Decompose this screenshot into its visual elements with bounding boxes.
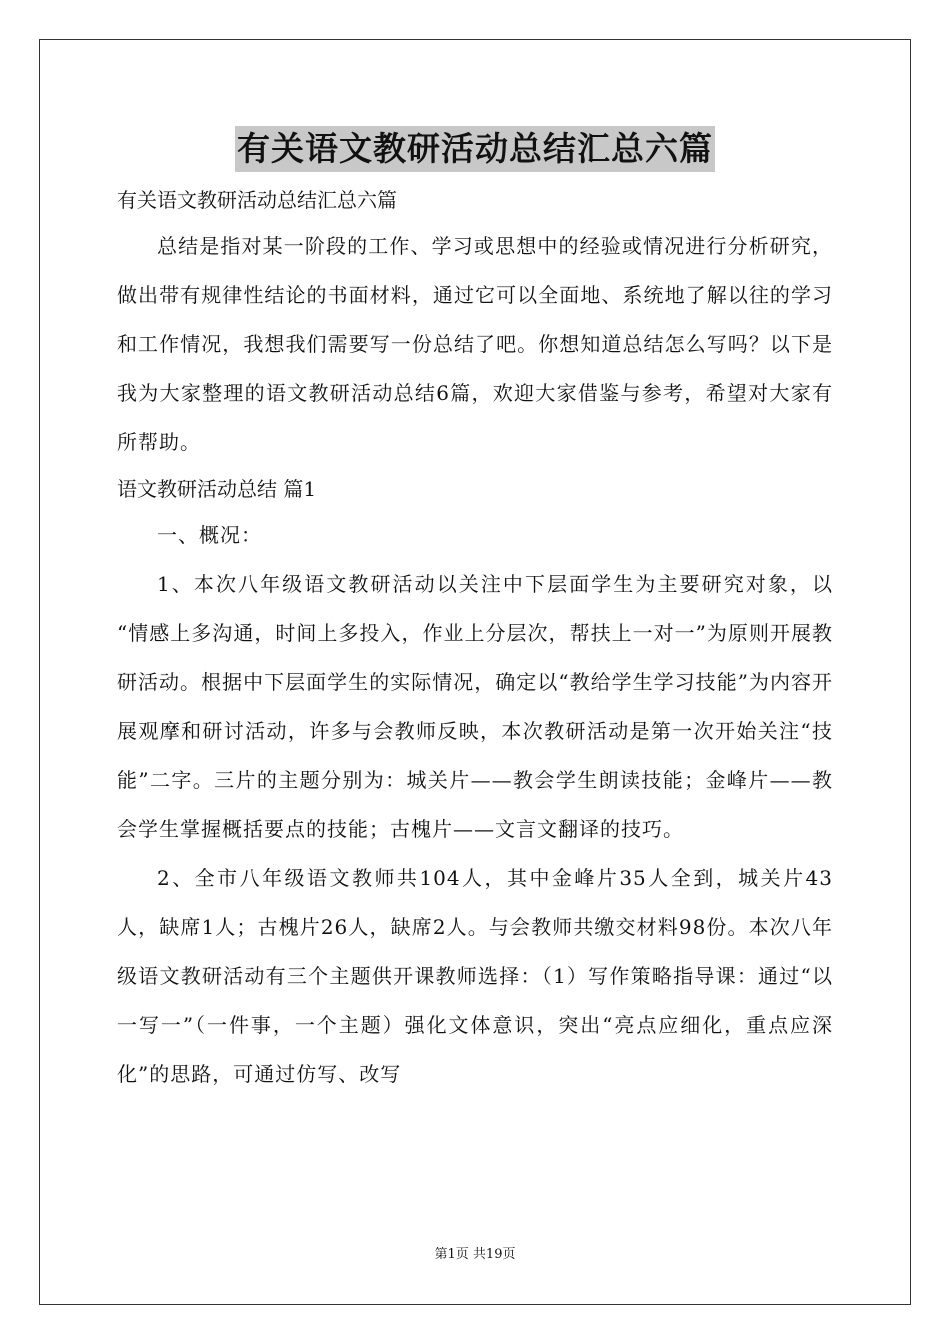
title-container (0, 126, 950, 172)
section-heading: 语文教研活动总结 篇1 (117, 477, 317, 501)
body-paragraph-2: 2、全市八年级语文教师共104人，其中金峰片35人全到，城关片43人，缺席1人；古槐片26人，缺席2人。与会教师共缴交材料98份。本次八年级语文教研活动有三个主题供开课教师选择：（1）写作策略指导课：通过“以一写一”（一件事，一个主题）强化文体意识，突出“亮点应细化，重点应深化”的思路，可通过仿写、改写 (117, 866, 833, 1086)
document-body (117, 178, 833, 1099)
intro-paragraph: 总结是指对某一阶段的工作、学习或思想中的经验或情况进行分析研究，做出带有规律性结论的书面材料，通过它可以全面地、系统地了解以往的学习和工作情况，我想我们需要写一份总结了吧。你想知道总结怎么写吗？以下是我为大家整理的语文教研活动总结6篇，欢迎大家借鉴与参考，希望对大家有所帮助。 (117, 234, 833, 454)
overview-heading: 一、概况： (157, 523, 262, 547)
body-paragraph-1: 1、本次八年级语文教研活动以关注中下层面学生为主要研究对象，以 “情感上多沟通，时间上多投入，作业上分层次，帮扶上一对一”为原则开展教研活动。根据中下层面学生的实际情况，确定以“教给学生学习技能”为内容开展观摩和研讨活动，许多与会教师反映，本次教研活动是第一次开始关注“技能”二字。三片的主题分别为：城关片——教会学生朗读技能；金峰片——教会学生掌握概括要点的技能；古槐片——文言文翻译的技巧。 (117, 572, 833, 841)
document-title: 有关语文教研活动总结汇总六篇 (235, 126, 715, 172)
page-footer: 第1页 共19页 (434, 1247, 516, 1262)
document-subtitle: 有关语文教研活动总结汇总六篇 (117, 188, 397, 212)
